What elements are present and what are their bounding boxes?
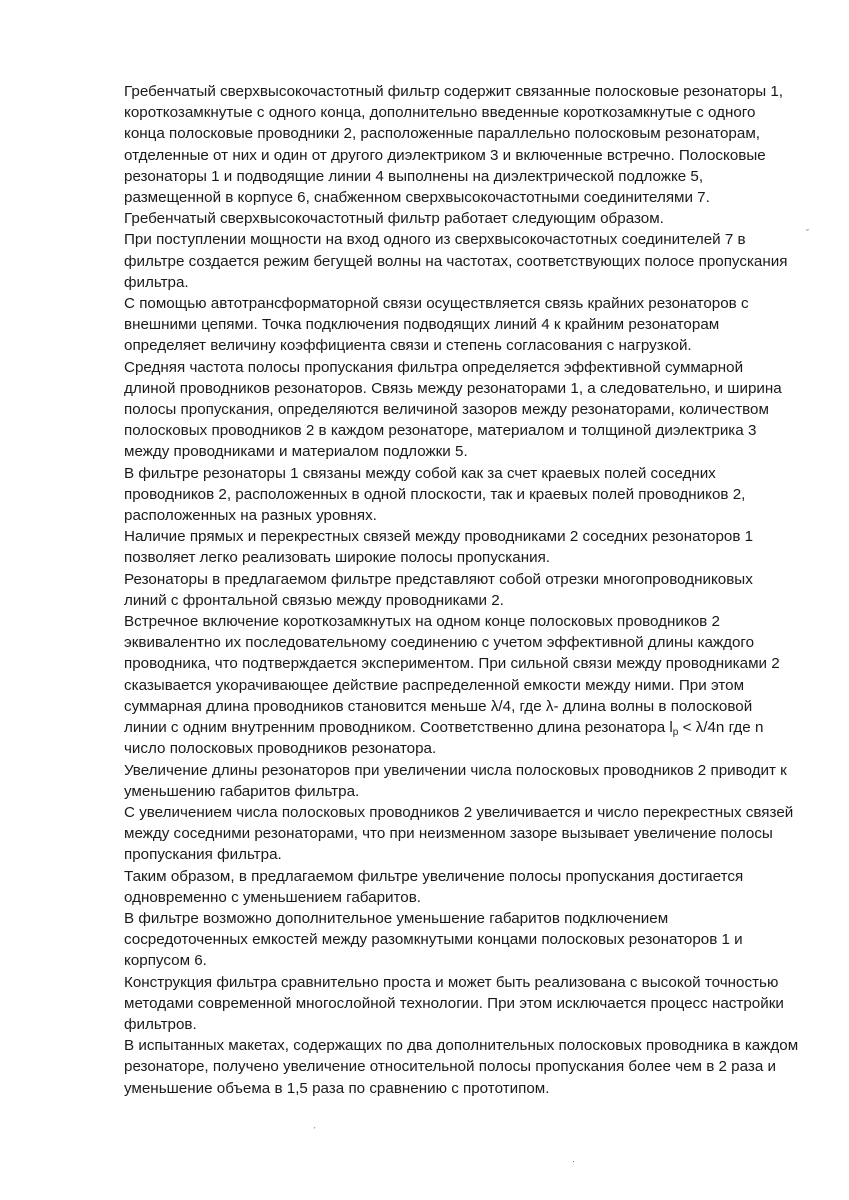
text-line: В фильтре возможно дополнительное уменьшение габаритов подключением: [124, 909, 669, 927]
text-line: С помощью автотрансформаторной связи осуществляется связь крайних резонаторов с: [124, 295, 749, 313]
text-line: полосы пропускания, определяются величиной зазоров между резонаторами, количеством: [124, 401, 769, 419]
text-line: уменьшению габаритов фильтра.: [124, 782, 360, 800]
text-line: Увеличение длины резонаторов при увеличении числа полосковых проводников 2 приводит к: [124, 761, 787, 779]
text-line: уменьшение объема в 1,5 раза по сравнению с прототипом.: [124, 1079, 550, 1097]
text-line: внешними цепями. Точка подключения подводящих линий 4 к крайним резонаторам: [124, 316, 720, 334]
text-line: Средняя частота полосы пропускания фильтра определяется эффективной суммарной: [124, 358, 744, 376]
text-line: число полосковых проводников резонатора.: [124, 740, 437, 758]
text-line: В испытанных макетах, содержащих по два дополнительных полосковых проводника в каждом: [124, 1037, 799, 1055]
text-line: Встречное включение короткозамкнутых на одном конце полосковых проводников 2: [124, 613, 720, 631]
text-line: С увеличением числа полосковых проводников 2 увеличивается и число перекрестных связей: [124, 803, 794, 821]
text-line: фильтров.: [124, 1015, 197, 1033]
text-line: проводника, что подтверждается экспериментом. При сильной связи между проводниками 2: [124, 655, 780, 673]
text-line: проводников 2, расположенных в одной плоскости, так и краевых полей проводников 2,: [124, 485, 746, 503]
scan-speck: ·: [572, 1156, 575, 1166]
text-line: Гребенчатый сверхвысокочастотный фильтр содержит связанные полосковые резонаторы 1,: [124, 83, 784, 100]
text-line: фильтре создается режим бегущей волны на частотах, соответствующих полосе пропускания: [124, 252, 788, 270]
text-line: длиной проводников резонаторов. Связь между резонаторами 1, а следовательно, и ширина: [124, 379, 782, 397]
text-line: полосковых проводников 2 в каждом резонаторе, материалом и толщиной диэлектрика 3: [124, 422, 757, 440]
formula-text-before: линии с одним внутренним проводником. Соответственно длина резонатора l: [124, 719, 673, 737]
text-line: Конструкция фильтра сравнительно проста и может быть реализована с высокой точностью: [124, 973, 779, 991]
text-line: Гребенчатый сверхвысокочастотный фильтр работает следующим образом.: [124, 210, 664, 228]
scan-speck: ˇ: [806, 228, 809, 238]
text-line: между проводниками и материалом подложки 5.: [124, 443, 468, 461]
document-body: [124, 81, 804, 1099]
scan-speck: ˊ: [313, 1126, 316, 1136]
text-line: отделенные от них и один от другого диэлектриком 3 и включенные встречно. Полосковые: [124, 146, 766, 164]
text-line: линий с фронтальной связью между проводниками 2.: [124, 591, 504, 609]
text-line: методами современной многослойной технологии. При этом исключается процесс настройки: [124, 994, 784, 1012]
text-line: При поступлении мощности на вход одного из сверхвысокочастотных соединителей 7 в: [124, 231, 746, 249]
formula-text-after: < λ/4n где n: [678, 719, 764, 737]
text-line: определяет величину коэффициента связи и степень согласования с нагрузкой.: [124, 337, 692, 355]
text-line: размещенной в корпусе 6, снабженном сверхвысокочастотными соединителями 7.: [124, 189, 710, 207]
formula-subscript: р: [672, 727, 679, 739]
text-line: Наличие прямых и перекрестных связей между проводниками 2 соседних резонаторов 1: [124, 528, 754, 546]
text-line: резонаторы 1 и подводящие линии 4 выполнены на диэлектрической подложке 5,: [124, 167, 704, 185]
text-line: между соседними резонаторами, что при неизменном зазоре вызывает увеличение полосы: [124, 825, 773, 843]
text-line: фильтра.: [124, 273, 189, 291]
text-line: Резонаторы в предлагаемом фильтре представляют собой отрезки многопроводниковых: [124, 570, 753, 588]
text-line: расположенных на разных уровнях.: [124, 507, 377, 525]
text-line: сказывается укорачивающее действие распределенной емкости между ними. При этом: [124, 676, 745, 694]
text-line: конца полосковые проводники 2, расположенные параллельно полосковым резонаторам,: [124, 125, 760, 143]
text-line-formula: [124, 717, 804, 738]
text-line: одновременно с уменьшением габаритов.: [124, 888, 422, 906]
text-line: позволяет легко реализовать широкие полосы пропускания.: [124, 549, 551, 567]
text-line: пропускания фильтра.: [124, 846, 282, 864]
text-line: сосредоточенных емкостей между разомкнутыми концами полосковых резонаторов 1 и: [124, 931, 743, 949]
text-line: корпусом 6.: [124, 952, 207, 970]
text-line: суммарная длина проводников становится меньше λ/4, где λ- длина волны в полосковой: [124, 697, 753, 715]
text-line: В фильтре резонаторы 1 связаны между собой как за счет краевых полей соседних: [124, 464, 716, 482]
text-line: эквивалентно их последовательному соединению с учетом эффективной длины каждого: [124, 634, 755, 652]
text-line: короткозамкнутые с одного конца, дополнительно введенные короткозамкнутые с одного: [124, 104, 756, 122]
text-line: Таким образом, в предлагаемом фильтре увеличение полосы пропускания достигается: [124, 867, 744, 885]
text-line: резонаторе, получено увеличение относительной полосы пропускания более чем в 2 раза и: [124, 1058, 776, 1076]
